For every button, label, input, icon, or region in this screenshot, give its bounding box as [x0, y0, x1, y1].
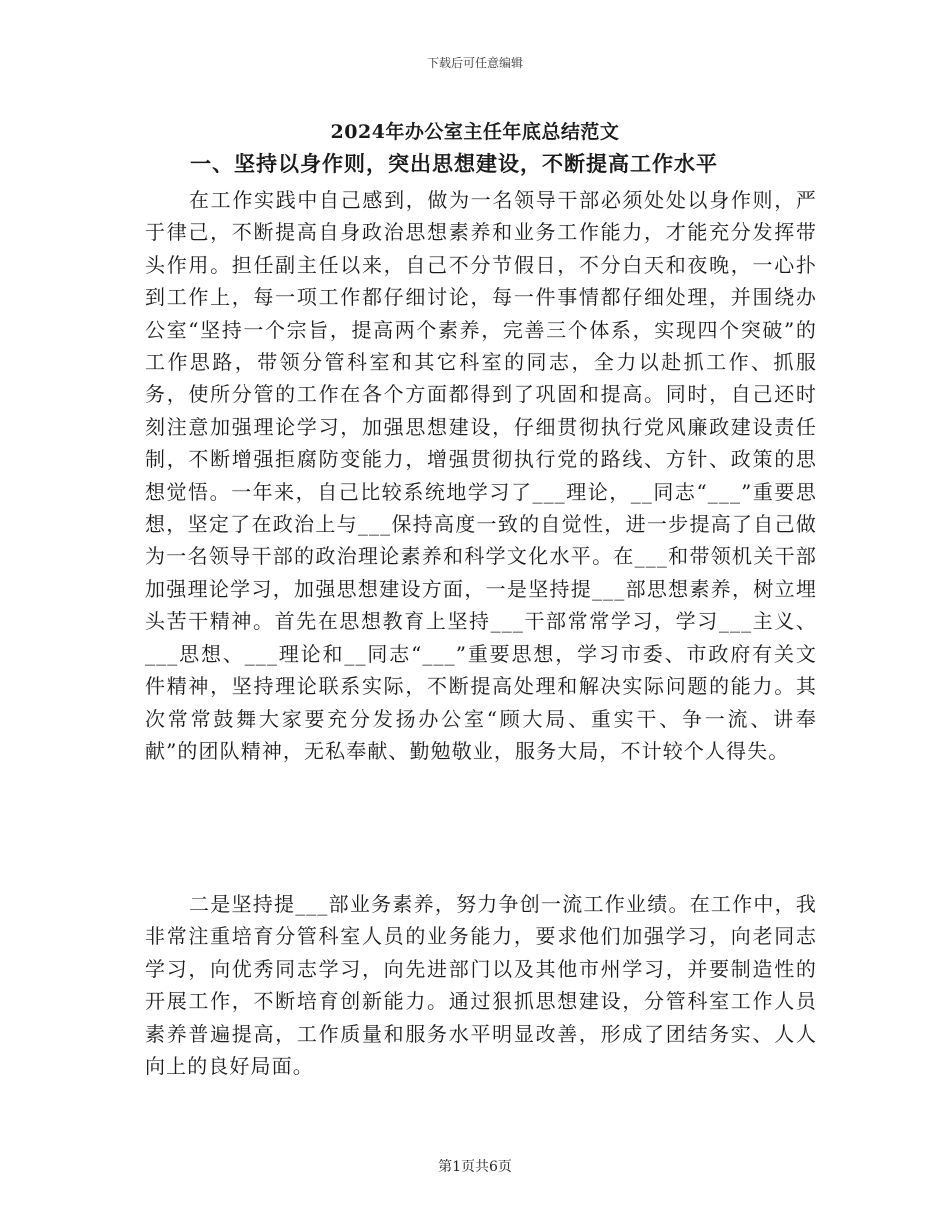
body-paragraph-2: 二是坚持提___部业务素养，努力争创一流工作业绩。在工作中，我非常注重培育分管科室人员的业务能力，要求他们加强学习，向老同志学习，向优秀同志学习，向先进部门以及其他市州学习，并要制造性的开展工作，不断培育创新能力。通过狠抓思想建设，分管科室工作人员素养普遍提高，工作质量和服务水平明显改善，形成了团结务实、人人向上的良好局面。 [145, 892, 817, 1079]
document-title: 2024年办公室主任年底总结范文 [330, 121, 620, 143]
page-header-note: 下载后可任意编辑 [426, 56, 523, 70]
section-heading: 一、坚持以身作则，突出思想建设，不断提高工作水平 [190, 151, 718, 176]
page-number: 第1页共6页 [438, 1159, 512, 1175]
body-paragraph-1: 在工作实践中自己感到，做为一名领导干部必须处处以身作则，严于律己，不断提高自身政治思想素养和业务工作能力，才能充分发挥带头作用。担任副主任以来，自己不分节假日，不分白天和夜晚，一心扑到工作上，每一项工作都仔细讨论，每一件事情都仔细处理，并围绕办公室“坚持一个宗旨，提高两个素养，完善三个体系，实现四个突破”的工作思路，带领分管科室和其它科室的同志，全力以赴抓工作、抓服务，使所分管的工作在各个方面都得到了巩固和提高。同时，自己还时刻注意加强理论学习，加强思想建设，仔细贯彻执行党风廉政建设责任制，不断增强拒腐防变能力，增强贯彻执行党的路线、方针、政策的思想觉悟。一年来，自己比较系统地学习了___理论，__同志“___”重要思想，坚定了在政治上与___保持高度一致的自觉性，进一步提高了自己做为一名领导干部的政治理论素养和科学文化水平。在___和带领机关干部加强理论学习，加强思想建设方面，一是坚持提___部思想素养，树立埋头苦干精神。首先在思想教育上坚持___干部常常学习，学习___主义、___思想、___理论和__同志“___”重要思想，学习市委、市政府有关文件精神，坚持理论联系实际，不断提高处理和解决实际问题的能力。其次常常鼓舞大家要充分发扬办公室“顾大局、重实干、争一流、讲奉献”的团队精神，无私奉献、勤勉敬业，服务大局，不计较个人得失。 [145, 188, 817, 763]
